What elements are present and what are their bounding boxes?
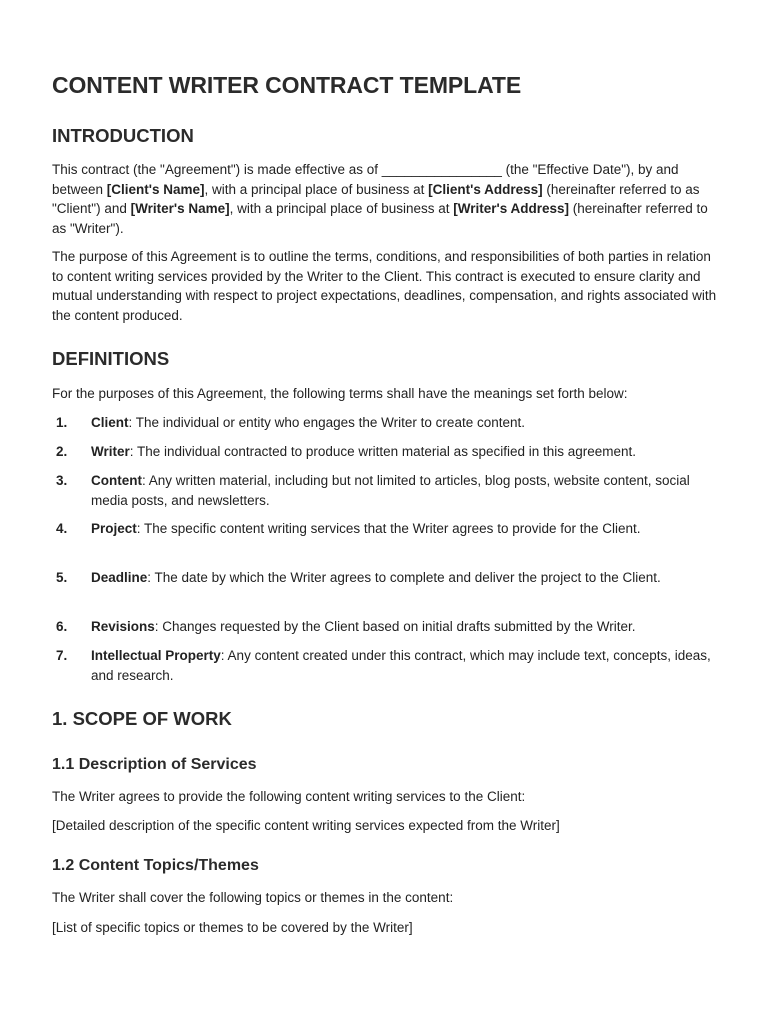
definition-body (91, 413, 723, 433)
client-address-placeholder: [Client's Address] (428, 181, 543, 197)
definition-term: Revisions (91, 619, 155, 634)
intro-text-4: , with a principal place of business at (229, 201, 454, 216)
definition-body (91, 646, 723, 685)
definitions-heading: DEFINITIONS (52, 348, 170, 369)
definition-term: Content (91, 473, 142, 488)
definition-body (91, 519, 723, 539)
definition-body (91, 568, 723, 588)
definitions-lead: For the purposes of this Agreement, the following terms shall have the meanings set forth below: (52, 386, 628, 401)
document-title: CONTENT WRITER CONTRACT TEMPLATE (52, 72, 522, 98)
definition-text: : Any written material, including but not limited to articles, blog posts, website content, social media posts, and newsletters. (91, 473, 690, 508)
definition-term: Client (91, 415, 129, 430)
intro-text-1: This contract (the "Agreement") is made effective as of ________________ (the "Effective Date"), by and between (52, 162, 679, 197)
definition-text: : The date by which the Writer agrees to complete and deliver the project to the Client. (147, 570, 661, 585)
definition-number: 5. (56, 570, 68, 585)
definition-body (91, 442, 723, 462)
definition-number: 4. (56, 521, 68, 536)
definition-term: Writer (91, 444, 130, 459)
definition-number: 1. (56, 415, 68, 430)
services-placeholder: [Detailed description of the specific content writing services expected from the Writer] (52, 818, 560, 833)
definition-text: : Changes requested by the Client based on initial drafts submitted by the Writer. (154, 619, 636, 634)
introduction-heading: INTRODUCTION (52, 125, 194, 146)
scope-of-work-heading: 1. SCOPE OF WORK (52, 708, 232, 729)
description-of-services-heading: 1.1 Description of Services (52, 756, 257, 773)
intro-text-2: , with a principal place of business at (204, 181, 429, 197)
definition-text: : The specific content writing services that the Writer agrees to provide for the Client. (136, 521, 641, 536)
definition-number: 2. (56, 444, 68, 459)
intro-paragraph-parties (52, 160, 724, 238)
definition-term: Deadline (91, 570, 148, 585)
definition-body (91, 617, 723, 637)
client-name-placeholder: [Client's Name] (106, 181, 205, 197)
content-topics-heading: 1.2 Content Topics/Themes (52, 857, 259, 874)
definition-body (91, 471, 723, 510)
writer-name-placeholder: [Writer's Name] (130, 201, 230, 216)
definition-number: 7. (56, 648, 68, 663)
writer-address-placeholder: [Writer's Address] (453, 201, 569, 216)
definition-text: : The individual contracted to produce written material as specified in this agreement. (129, 444, 637, 459)
definition-term: Intellectual Property (91, 648, 221, 663)
intro-text-3: (hereinafter referred to as "Client") and (52, 181, 700, 216)
definition-text: : The individual or entity who engages the Writer to create content. (128, 415, 525, 430)
definition-number: 6. (56, 619, 68, 634)
topics-lead: The Writer shall cover the following topics or themes in the content: (52, 890, 454, 905)
topics-placeholder: [List of specific topics or themes to be covered by the Writer] (52, 920, 413, 935)
services-lead: The Writer agrees to provide the following content writing services to the Client: (52, 789, 526, 804)
definition-term: Project (91, 521, 137, 536)
intro-text-5: (hereinafter referred to as "Writer"). (52, 201, 708, 236)
definition-text: : Any content created under this contract, which may include text, concepts, ideas, and research. (91, 648, 711, 683)
intro-paragraph-purpose: The purpose of this Agreement is to outline the terms, conditions, and responsibilities of both parties in relation to content writing services provided by the Writer to the Client. This contract is executed to ensure clarity and mutual understanding with respect to project expectations, deadlines, compensation, and rights associated with the content produced. (52, 249, 717, 323)
definition-number: 3. (56, 473, 68, 488)
